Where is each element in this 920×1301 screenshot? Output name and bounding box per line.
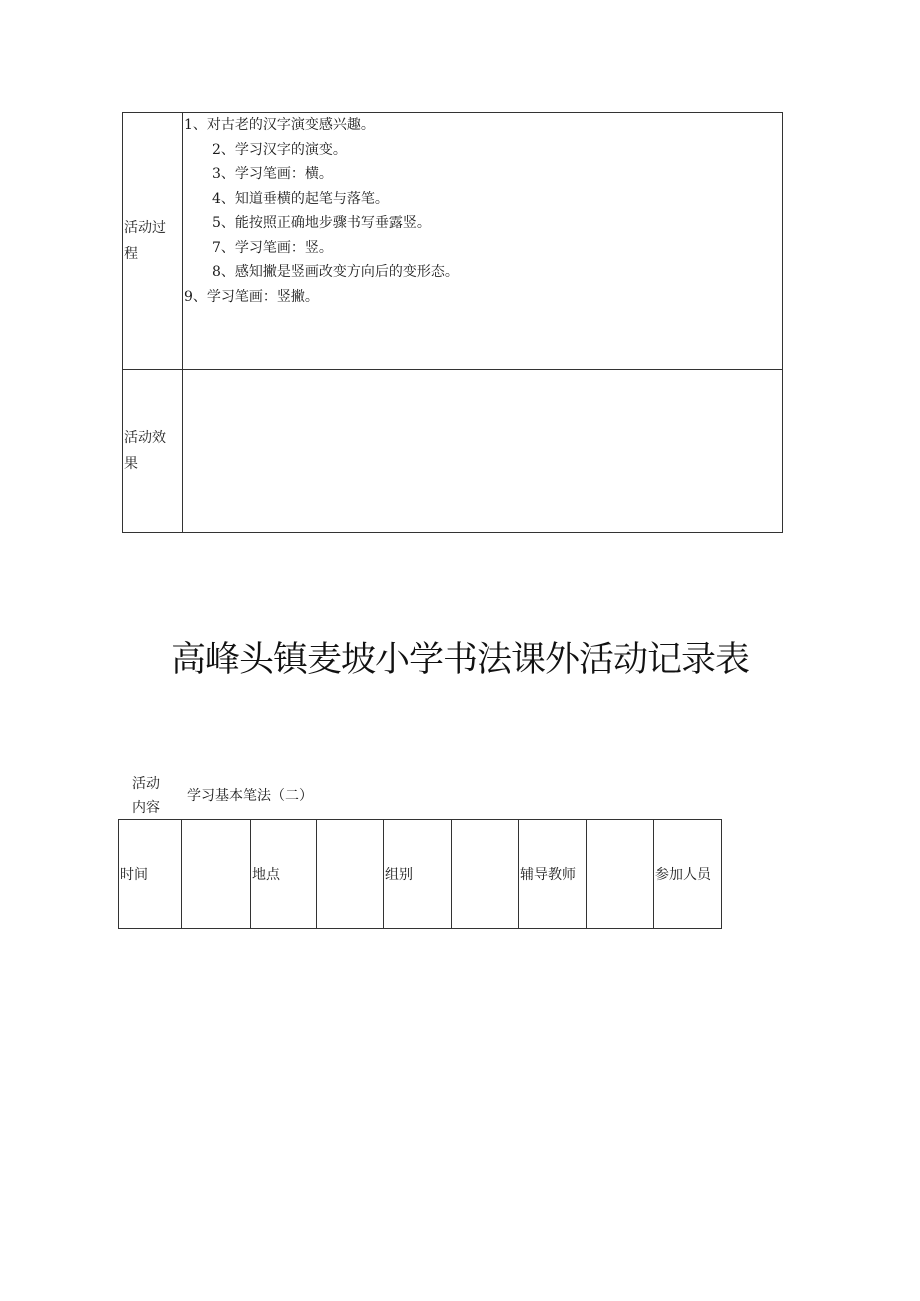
- activity-process-table: [122, 112, 783, 533]
- activity-content-value: 学习基本笔法（二）: [187, 788, 313, 804]
- teacher-label-cell: 辅导教师: [519, 820, 587, 929]
- content-label-line: 内容: [132, 800, 160, 816]
- participants-label-cell: 参加人员: [654, 820, 722, 929]
- process-steps-cell: [183, 113, 783, 370]
- teacher-value-cell: [587, 820, 654, 929]
- time-label-cell: 时间: [119, 820, 182, 929]
- effect-label-line: 果: [124, 455, 138, 472]
- activity-content-label: [128, 772, 164, 820]
- time-value-cell: [182, 820, 251, 929]
- process-step: 4、知道垂横的起笔与落笔。: [212, 190, 389, 207]
- effect-label-line: 活动效: [124, 429, 166, 446]
- process-step: 8、感知撇是竖画改变方向后的变形态。: [212, 264, 459, 280]
- location-label-cell: 地点: [251, 820, 317, 929]
- process-step: 9、学习笔画：竖撇。: [184, 288, 319, 305]
- process-step: 2、学习汉字的演变。: [212, 141, 347, 158]
- effect-content-cell: [183, 369, 783, 532]
- process-step: 7、学习笔画：竖。: [212, 239, 333, 256]
- process-step: 5、能按照正确地步骤书写垂露竖。: [212, 215, 431, 231]
- process-label-line: 程: [124, 245, 138, 262]
- effect-row: [123, 369, 783, 532]
- info-row: [119, 820, 722, 929]
- location-value-cell: [317, 820, 384, 929]
- process-step: 1、对古老的汉字演变感兴趣。: [184, 117, 375, 133]
- effect-label-cell: [123, 369, 183, 532]
- activity-info-table: [118, 819, 722, 929]
- content-label-line: 活动: [132, 776, 160, 792]
- process-step: 3、学习笔画：横。: [212, 166, 333, 182]
- process-label-cell: [123, 113, 183, 370]
- page-title: 高峰头镇麦坡小学书法课外活动记录表: [170, 640, 749, 680]
- group-value-cell: [452, 820, 519, 929]
- process-label-line: 活动过: [124, 219, 166, 236]
- group-label-cell: 组别: [384, 820, 452, 929]
- process-row: [123, 113, 783, 370]
